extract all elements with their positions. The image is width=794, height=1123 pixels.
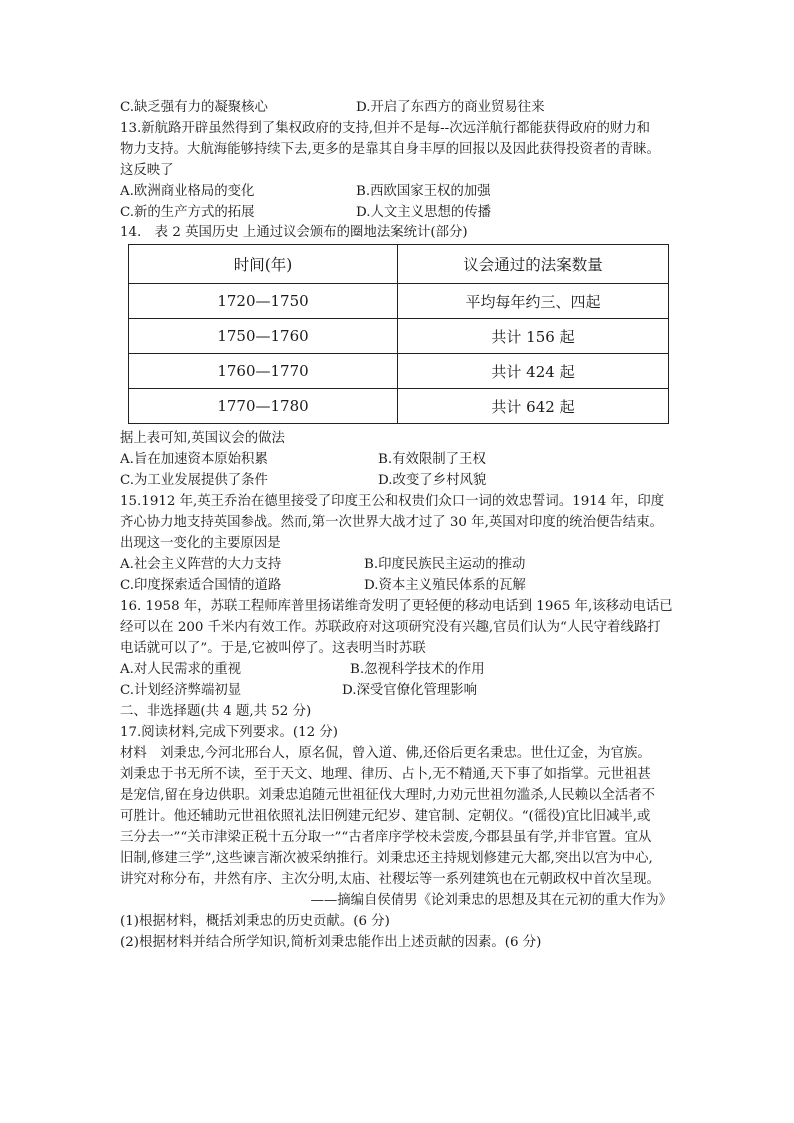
q16-option-d[interactable]: D.深受官僚化管理影响 bbox=[342, 683, 478, 698]
q14-option-d[interactable]: D.改变了乡村风貌 bbox=[378, 473, 487, 488]
q16-option-a[interactable]: A.对人民需求的重视 bbox=[120, 662, 242, 677]
table-cell-period: 1770—1780 bbox=[129, 389, 398, 424]
q16-option-b[interactable]: B.忽视科学技术的作用 bbox=[350, 662, 485, 677]
q17-source-citation: ——摘编自侯倩男《论刘秉忠的思想及其在元初的重大作为》 bbox=[310, 893, 672, 908]
q15-stem-line-2: 齐心协力地支持英国参战。然而,第一次世界大战才过了 30 年,英国对印度的统治便告结束。 bbox=[120, 515, 663, 530]
table-cell-count: 平均每年约三、四起 bbox=[398, 284, 669, 319]
q14-option-c[interactable]: C.为工业发展提供了条件 bbox=[120, 473, 268, 488]
q17-material-line-3: 是宠信,留在身边供职。刘秉忠追随元世祖征伐大理时,力劝元世祖勿滥杀,人民赖以全活者不 bbox=[120, 788, 656, 803]
q14-option-a[interactable]: A.旨在加速资本原始积累 bbox=[120, 452, 268, 467]
q16-stem-line-3: 电话就可以了”。于是,它被叫停了。这表明当时苏联 bbox=[120, 641, 426, 656]
q17-material-line-1: 材料 刘秉忠,今河北邢台人，原名侃，曾入道、佛,还俗后更名秉忠。世仕辽金，为官族。 bbox=[120, 746, 651, 761]
q13-stem-line-1: 13.新航路开辟虽然得到了集权政府的支持,但并不是每--次远洋航行都能获得政府的财力和 bbox=[120, 121, 651, 136]
q16-stem-line-1: 16. 1958 年，苏联工程师库普里扬诺维奇发明了更轻便的移动电话到 1965 年,该移动电话已 bbox=[120, 599, 673, 614]
q15-option-d[interactable]: D.资本主义殖民体系的瓦解 bbox=[364, 578, 526, 593]
q15-option-b[interactable]: B.印度民族民主运动的推动 bbox=[364, 557, 526, 572]
q16-option-c[interactable]: C.计划经济弊端初显 bbox=[120, 683, 242, 698]
q13-option-b[interactable]: B.西欧国家王权的加强 bbox=[356, 184, 491, 199]
q17-material-line-2: 刘秉忠于书无所不读，至于天文、地理、律历、占卜,无不精通,天下事了如指掌。元世祖甚 bbox=[120, 767, 651, 782]
table-cell-count: 共计 642 起 bbox=[398, 389, 669, 424]
q16-options-ab bbox=[120, 660, 720, 681]
table-row bbox=[129, 389, 669, 424]
q17-material-line-6: 旧制,修建三学”,这些谏言渐次被采纳推行。刘秉忠还主持规划修建元大都,突出以宫为中心, bbox=[120, 851, 653, 866]
q13-stem-line-2: 物力支持。大航海能够持续下去,更多的是靠其自身丰厚的回报以及因此获得投资者的青睐。 bbox=[120, 142, 660, 157]
q13-stem-line-3: 这反映了 bbox=[120, 163, 174, 178]
q16-stem-line-2: 经可以在 200 千米内有效工作。苏联政府对这项研究没有兴趣,官员们认为“人民守着线路打 bbox=[120, 620, 661, 635]
q17-material-line-5: 三分去一”“关市津梁正税十五分取一”“古者庠序学校未尝废,今郡县虽有学,并非官置。宜从 bbox=[120, 830, 652, 845]
q12-option-d[interactable]: D.开启了东西方的商业贸易往来 bbox=[356, 100, 545, 115]
q12-option-c[interactable]: C.缺乏强有力的凝聚核心 bbox=[120, 100, 268, 115]
q14-table-caption: 14. 表 2 英国历史 上通过议会颁布的圈地法案统计(部分) bbox=[120, 225, 468, 240]
q13-option-c[interactable]: C.新的生产方式的拓展 bbox=[120, 205, 255, 220]
q14-option-b[interactable]: B.有效限制了王权 bbox=[378, 452, 486, 467]
enclosure-acts-table bbox=[128, 244, 669, 424]
q13-options-ab bbox=[120, 182, 720, 203]
table-cell-period: 1720—1750 bbox=[129, 284, 398, 319]
q17-title: 17.阅读材料,完成下列要求。(12 分) bbox=[120, 725, 338, 740]
q17-subquestion-1: (1)根据材料，概括刘秉忠的历史贡献。(6 分) bbox=[120, 914, 390, 929]
q13-option-d[interactable]: D.人文主义思想的传播 bbox=[356, 205, 492, 220]
q13-options-cd bbox=[120, 203, 720, 224]
table-cell-count: 共计 156 起 bbox=[398, 319, 669, 354]
table-header-row bbox=[129, 245, 669, 284]
table-cell-period: 1750—1760 bbox=[129, 319, 398, 354]
q15-options-cd bbox=[120, 576, 720, 597]
q14-options-ab bbox=[120, 450, 720, 471]
table-header-count: 议会通过的法案数量 bbox=[398, 245, 669, 284]
table-header-period: 时间(年) bbox=[129, 245, 398, 284]
q15-stem-line-3: 出现这一变化的主要原因是 bbox=[120, 536, 281, 551]
q17-material-line-4: 可胜计。他还辅助元世祖依照礼法旧例建元纪岁、建官制、定朝仪。“(徭役)宜比旧减半,或 bbox=[120, 809, 651, 824]
q15-option-a[interactable]: A.社会主义阵营的大力支持 bbox=[120, 557, 282, 572]
table-row bbox=[129, 284, 669, 319]
table-row bbox=[129, 319, 669, 354]
table-cell-period: 1760—1770 bbox=[129, 354, 398, 389]
q16-options-cd bbox=[120, 681, 720, 702]
q15-options-ab bbox=[120, 555, 720, 576]
q12-options-cd bbox=[120, 98, 720, 119]
table-row bbox=[129, 354, 669, 389]
q15-option-c[interactable]: C.印度探索适合国情的道路 bbox=[120, 578, 282, 593]
q14-options-cd bbox=[120, 471, 720, 492]
section-2-heading: 二、非选择题(共 4 题,共 52 分) bbox=[120, 704, 312, 719]
q14-stem: 据上表可知,英国议会的做法 bbox=[120, 431, 285, 446]
q13-option-a[interactable]: A.欧洲商业格局的变化 bbox=[120, 184, 255, 199]
table-cell-count: 共计 424 起 bbox=[398, 354, 669, 389]
q15-stem-line-1: 15.1912 年,英王乔治在德里接受了印度王公和权贵们众口一词的效忠誓词。1914 年，印度 bbox=[120, 494, 665, 509]
q17-subquestion-2: (2)根据材料并结合所学知识,简析刘秉忠能作出上述贡献的因素。(6 分) bbox=[120, 935, 542, 950]
q17-material-line-7: 讲究对称分布，井然有序、主次分明,太庙、社稷坛等一系列建筑也在元朝政权中首次呈现。 bbox=[120, 872, 660, 887]
